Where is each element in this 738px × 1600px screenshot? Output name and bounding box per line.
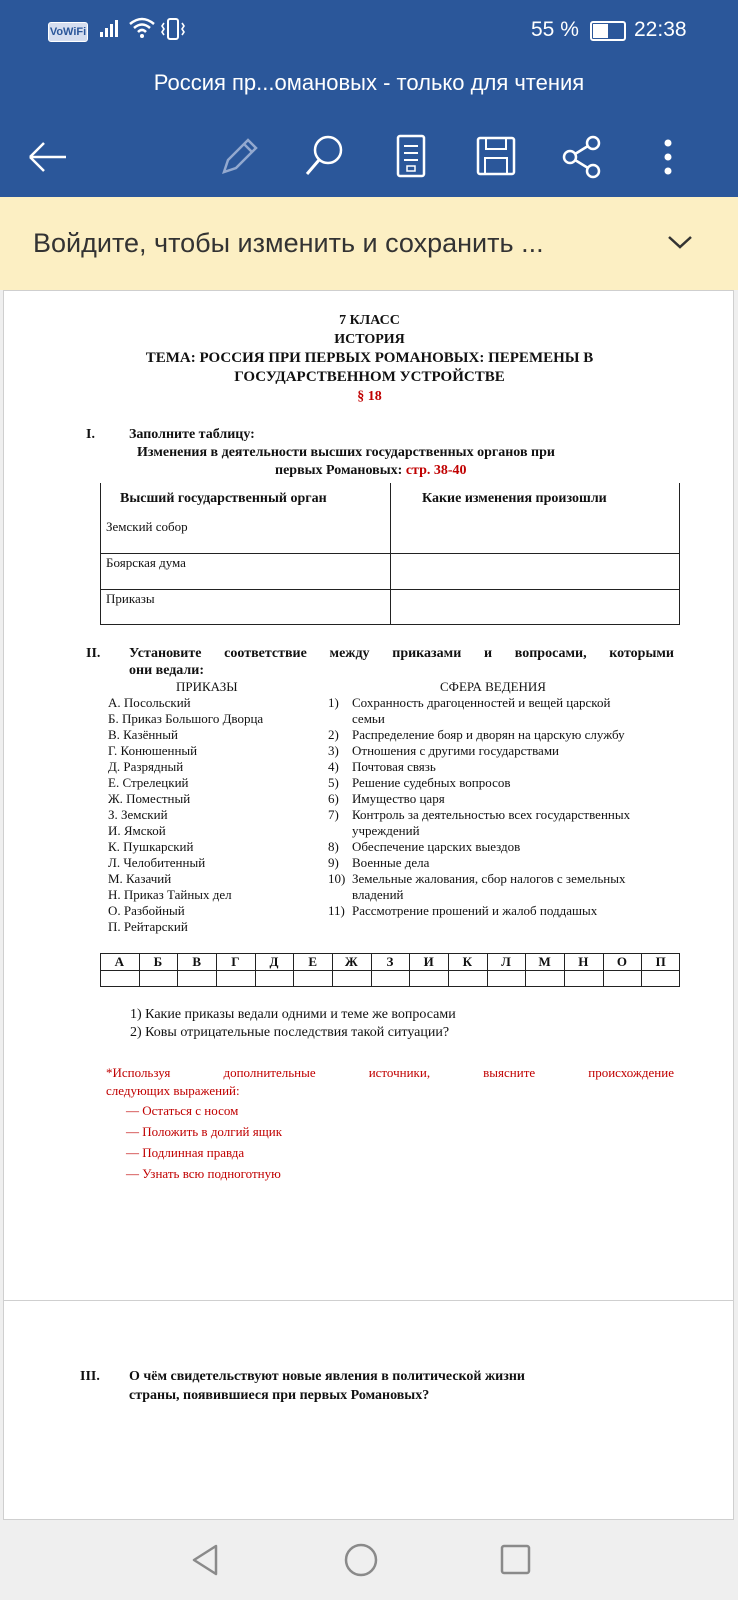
extra-task-line-2: следующих выражений: <box>106 1083 240 1098</box>
document-title: Россия пр...омановых - только для чтения <box>153 70 585 95</box>
task1-subtitle-1: Изменения в деятельности высших государственных органов при <box>137 445 555 460</box>
vowifi-badge: VoWiFi <box>48 22 88 42</box>
answer-letter: Л <box>501 954 511 969</box>
task1-number: I. <box>86 427 95 442</box>
prikaz-item: Б. Приказ Большого Дворца <box>108 711 264 726</box>
answer-grid <box>100 953 680 987</box>
subject: ИСТОРИЯ <box>334 332 405 347</box>
prikaz-item: В. Казённый <box>108 727 178 742</box>
sfera-line <box>328 775 630 791</box>
save-icon[interactable] <box>474 132 518 182</box>
prikaz-item: О. Разбойный <box>108 903 185 918</box>
sfera-line <box>328 887 630 903</box>
battery-icon <box>590 21 626 41</box>
signal-icon <box>100 18 122 38</box>
sfera-text: Почтовая связь <box>352 759 436 774</box>
battery-level-fill <box>593 24 608 38</box>
prikaz-item: Е. Стрелецкий <box>108 775 189 790</box>
expression-item: — Подлинная правда <box>126 1145 245 1160</box>
sfera-number: 5) <box>328 775 339 790</box>
sfera-number: 6) <box>328 791 339 806</box>
sfera-number: 4) <box>328 759 339 774</box>
sfera-text: семьи <box>352 711 385 726</box>
table-row-prikazy: Приказы <box>106 591 155 606</box>
sfera-header: СФЕРА ВЕДЕНИЯ <box>440 679 546 694</box>
navigation-bar <box>0 1520 738 1600</box>
sfera-line <box>328 759 630 775</box>
battery-percent: 55 % <box>531 18 579 41</box>
sfera-line <box>328 823 630 839</box>
prikaz-item: И. Ямской <box>108 823 166 838</box>
pencil-icon[interactable] <box>216 132 260 182</box>
sfera-number <box>328 823 352 839</box>
sfera-list <box>328 695 630 919</box>
back-arrow-icon[interactable] <box>26 132 70 182</box>
extra-word-4: выясните <box>483 1065 536 1080</box>
sfera-line <box>328 727 630 743</box>
prikaz-item: П. Рейтарский <box>108 919 188 934</box>
task3-line-2: страны, появившиеся при первых Романовых? <box>129 1388 430 1403</box>
sfera-number: 2) <box>328 727 339 742</box>
answer-letter: Б <box>153 954 163 969</box>
more-icon[interactable] <box>656 132 680 182</box>
sfera-line <box>328 743 630 759</box>
answer-letter: М <box>538 954 551 969</box>
table-row-zemsky-sobor: Земский собор <box>106 519 188 534</box>
sfera-text: Военные дела <box>352 855 430 870</box>
answer-letter: Н <box>578 954 589 969</box>
sfera-number: 8) <box>328 839 339 854</box>
prikaz-item: А. Посольский <box>108 695 191 710</box>
grade: 7 КЛАСС <box>339 313 400 328</box>
sfera-number: 11) <box>328 903 345 918</box>
nav-back-icon[interactable] <box>188 1540 222 1580</box>
sfera-text: Рассмотрение прошений и жалоб поддашых <box>352 903 598 918</box>
extra-task-line-1 <box>106 1065 674 1081</box>
chevron-down-icon[interactable] <box>666 233 694 251</box>
sfera-number: 10) <box>328 871 346 886</box>
answer-letter: Г <box>231 954 240 969</box>
sfera-text: Имущество царя <box>352 791 445 806</box>
nav-recents-icon[interactable] <box>499 1543 533 1577</box>
sfera-line <box>328 807 630 823</box>
signin-banner[interactable] <box>0 197 738 290</box>
answer-letter: З <box>386 954 394 969</box>
sfera-text: Обеспечение царских выездов <box>352 839 521 854</box>
answer-letter: Ж <box>344 954 358 969</box>
sfera-text: Контроль за деятельностью всех государственных <box>352 807 631 822</box>
sfera-number <box>328 711 352 727</box>
wifi-icon <box>128 17 156 39</box>
prikaz-item: Ж. Поместный <box>108 791 191 806</box>
task2-title-2: они ведали: <box>129 663 205 678</box>
extra-word-5: происхождение <box>588 1065 674 1080</box>
answer-letter: А <box>114 954 125 969</box>
table-header-organ: Высший государственный орган <box>120 491 327 506</box>
search-icon[interactable] <box>302 132 346 182</box>
sfera-text: Земельные жалования, сбор налогов с земельных <box>352 871 626 886</box>
prikaz-item: Д. Разрядный <box>108 759 184 774</box>
prikaz-item: Г. Конюшенный <box>108 743 198 758</box>
status-bar <box>0 0 738 62</box>
share-icon[interactable] <box>560 132 604 182</box>
task2-number: II. <box>86 646 101 661</box>
sfera-text: Распределение бояр и дворян на царскую службу <box>352 727 625 742</box>
extra-word-3: источники, <box>368 1065 431 1080</box>
answer-letter: В <box>192 954 201 969</box>
sfera-text: Отношения с другими государствами <box>352 743 560 758</box>
extra-word-1: *Используя <box>106 1065 171 1080</box>
answer-letter: Е <box>308 954 317 969</box>
topic-line-2: ГОСУДАРСТВЕННОМ УСТРОЙСТВЕ <box>234 369 505 385</box>
task1-pages: стр. 38-40 <box>405 463 467 478</box>
nav-home-icon[interactable] <box>343 1542 379 1578</box>
sfera-line <box>328 903 630 919</box>
sfera-text: Сохранность драгоценностей и вещей царской <box>352 695 611 710</box>
prikaz-item: К. Пушкарский <box>108 839 194 854</box>
prikaz-item: М. Казачий <box>108 871 172 886</box>
document-page-2 <box>3 1300 734 1520</box>
expression-item: — Узнать всю подноготную <box>126 1166 281 1181</box>
task1-subtitle-2: первых Романовых: <box>275 463 403 478</box>
sfera-number: 7) <box>328 807 339 822</box>
sfera-line <box>328 791 630 807</box>
task3-line-1: О чём свидетельствуют новые явления в политической жизни <box>129 1369 525 1384</box>
prikazy-list <box>108 695 263 935</box>
extra-word-2: дополнительные <box>223 1065 316 1080</box>
sfera-line <box>328 839 630 855</box>
sfera-number: 3) <box>328 743 339 758</box>
task2-title-1: Установите соответствие между приказами и вопросами, которыми <box>129 646 674 661</box>
clock: 22:38 <box>634 18 687 41</box>
sfera-text: Решение судебных вопросов <box>352 775 511 790</box>
question-2: 2) Ковы отрицательные последствия такой ситуации? <box>130 1025 450 1040</box>
sfera-number <box>328 887 352 903</box>
table-header-changes: Какие изменения произошли <box>422 491 607 506</box>
expression-item: — Положить в долгий ящик <box>126 1124 283 1139</box>
sfera-text: учреждений <box>352 823 420 838</box>
sfera-line <box>328 855 630 871</box>
sfera-line <box>328 711 630 727</box>
answer-letter: И <box>423 954 434 969</box>
prikaz-item: Л. Челобитенный <box>108 855 206 870</box>
prikazy-header: ПРИКАЗЫ <box>176 679 238 694</box>
answer-letter: К <box>462 954 473 969</box>
answer-letter: П <box>655 954 666 969</box>
topic-line-1: ТЕМА: РОССИЯ ПРИ ПЕРВЫХ РОМАНОВЫХ: ПЕРЕМЕНЫ В <box>145 350 594 366</box>
task3-number: III. <box>80 1369 100 1384</box>
sfera-line <box>328 871 630 887</box>
sfera-number: 1) <box>328 695 339 710</box>
sfera-number: 9) <box>328 855 339 870</box>
changes-table <box>100 483 680 625</box>
paragraph-number: § 18 <box>357 389 382 404</box>
app-header <box>0 62 738 197</box>
reader-icon[interactable] <box>390 132 434 182</box>
prikaz-item: Н. Приказ Тайных дел <box>108 887 232 902</box>
question-1: 1) Какие приказы ведали одними и теме же вопросами <box>130 1007 456 1022</box>
task1-title: Заполните таблицу: <box>129 427 255 442</box>
answer-letter: Д <box>269 954 279 969</box>
vibrate-icon <box>160 18 186 40</box>
signin-banner-text: Войдите, чтобы изменить и сохранить ... <box>33 228 544 258</box>
answer-letter: О <box>616 954 628 969</box>
sfera-text: владений <box>352 887 404 902</box>
expression-item: — Остаться с носом <box>126 1103 239 1118</box>
table-row-boyar-duma: Боярская дума <box>106 555 186 570</box>
prikaz-item: З. Земский <box>108 807 168 822</box>
sfera-line <box>328 695 630 711</box>
